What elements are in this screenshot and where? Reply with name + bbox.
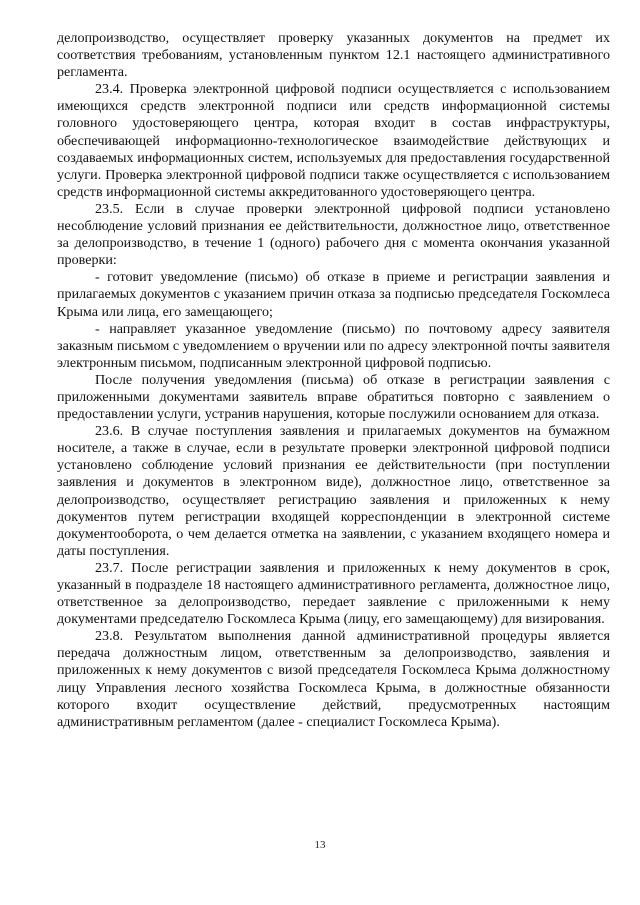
paragraph-23-6: 23.6. В случае поступления заявления и прилагаемых документов на бумажном носителе, а также в случае, если в результате проверки электронной цифровой подписи установлено соблюдение условий признания ее действительности (при поступлении заявления и документов в электронном виде), должностное лицо, ответственное за делопроизводство, осуществляет регистрацию заявления и приложенных к нему документов путем регистрации входящей корреспонденции в электронной системе документооборота, о чем делается отметка на заявлении, с указанием входящего номера и даты поступления. bbox=[57, 423, 610, 559]
paragraph-23-7: 23.7. После регистрации заявления и приложенных к нему документов в срок, указанный в подразделе 18 настоящего административного регламента, должностное лицо, ответственное за делопроизводство, передает заявление с приложенными к нему документами председателю Госкомлеса Крыма (лицу, его замещающему) для визирования. bbox=[57, 559, 610, 628]
paragraph-23-4: 23.4. Проверка электронной цифровой подписи осуществляется с использованием имеющихся средств электронной подписи или средств информационной системы головного удостоверяющего центра, которая входит в состав инфраструктуры, обеспечивающей информационно-технологическое взаимодействие действующих и создаваемых информационных систем, используемых для предоставления государственной услуги. Проверка электронной цифровой подписи также осуществляется с использованием средств информационной системы аккредитованного удостоверяющего центра. bbox=[57, 81, 610, 200]
paragraph-after-refusal: После получения уведомления (письма) об отказе в регистрации заявления с приложенными документами заявитель вправе обратиться повторно с заявлением о предоставлении услуги, устранив нарушения, которые послужили основанием для отказа. bbox=[57, 371, 610, 423]
page-number: 13 bbox=[314, 839, 326, 851]
paragraph-23-8: 23.8. Результатом выполнения данной административной процедуры является передача должностным лицом, ответственным за делопроизводство, заявления и приложенных к нему документов с визой председателя Госкомлеса Крыма должностному лицу Управления лесного хозяйства Госкомлеса Крыма, в должностные обязанности которого входит осуществление действий, предусмотренных настоящим административным регламентом (далее - специалист Госкомлеса Крыма). bbox=[57, 628, 610, 730]
paragraph-23-5: 23.5. Если в случае проверки электронной цифровой подписи установлено несоблюдение условий признания ее действительности, должностное лицо, ответственное за делопроизводство, в течение 1 (одного) рабочего дня с момента окончания указанной проверки: bbox=[57, 200, 610, 269]
document-page bbox=[57, 30, 610, 731]
list-item-prepare-notice: - готовит уведомление (письмо) об отказе в приеме и регистрации заявления и прилагаемых документов с указанием причин отказа за подписью председателя Госкомлеса Крыма или лица, его замещающего; bbox=[57, 269, 610, 320]
list-item-send-notice: - направляет указанное уведомление (письмо) по почтовому адресу заявителя заказным письмом с уведомлением о вручении или по адресу электронной почты заявителя электронным письмом, подписанным электронной цифровой подписью. bbox=[57, 320, 610, 371]
paragraph-intro-continuation: делопроизводство, осуществляет проверку указанных документов на предмет их соответствия требованиям, установленным пунктом 12.1 настоящего административного регламента. bbox=[57, 30, 610, 81]
